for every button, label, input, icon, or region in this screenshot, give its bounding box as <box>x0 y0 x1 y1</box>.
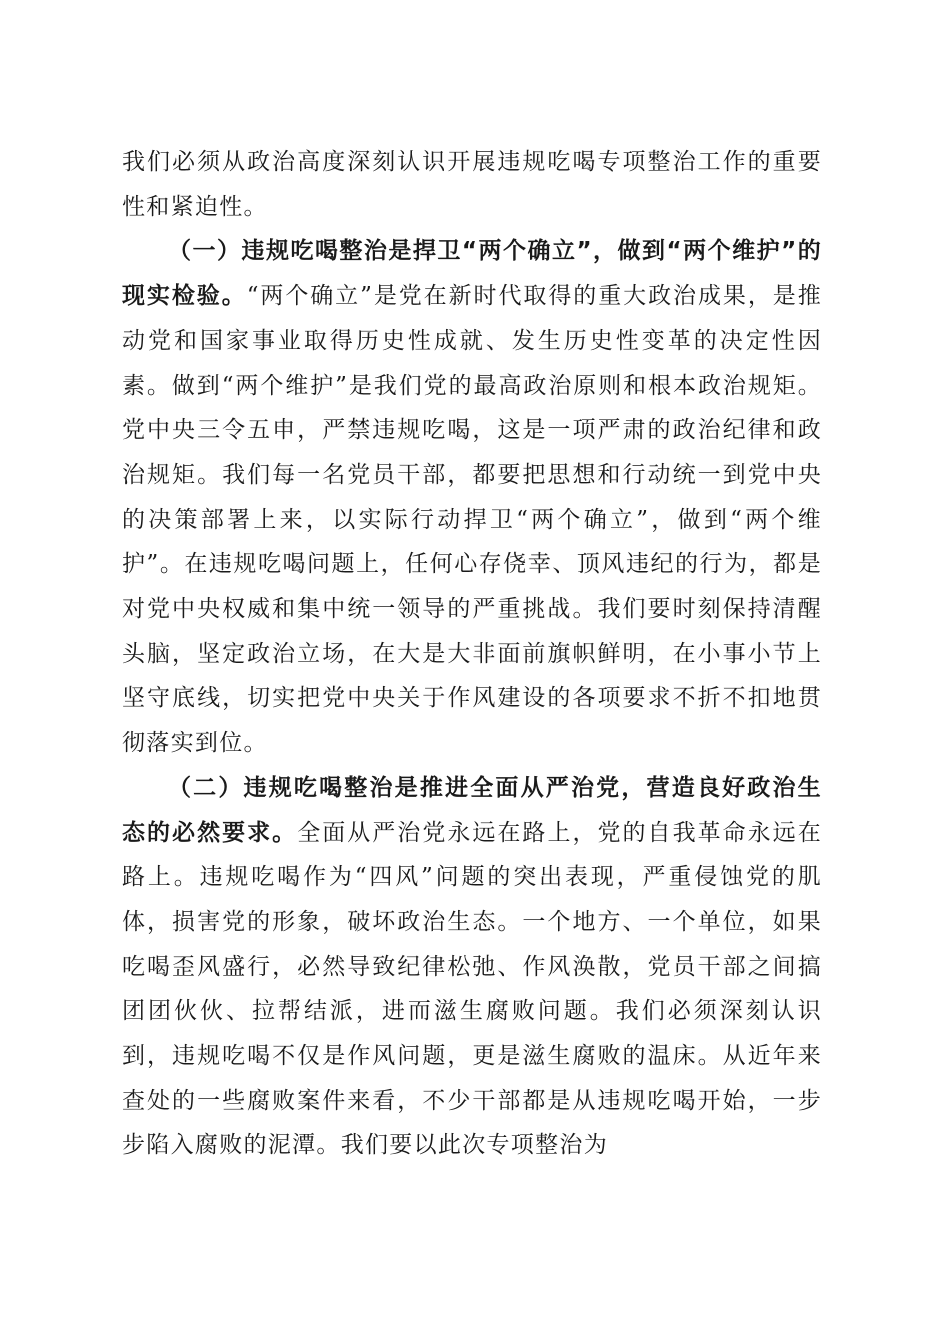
section-2-heading: （二）违规吃喝整治是推进全面从严治党，营造良好政治生态的必然要求。 <box>122 774 822 846</box>
section-1-paragraph <box>122 229 822 765</box>
section-2-body: 全面从严治党永远在路上，党的自我革命永远在路上。违规吃喝作为“四风”问题的突出表现，严重侵蚀党的肌体，损害党的形象，破坏政治生态。一个地方、一个单位，如果吃喝歪风盛行，必然导致纪律松弛、作风涣散，党员干部之间搞团团伙伙、拉帮结派，进而滋生腐败问题。我们必须深刻认识到，违规吃喝不仅是作风问题，更是滋生腐败的温床。从近年来查处的一些腐败案件来看，不少干部都是从违规吃喝开始，一步步陷入腐败的泥潭。我们要以此次专项整治为 <box>122 819 822 1159</box>
section-1-heading: （一）违规吃喝整治是捍卫“两个确立”，做到“两个维护”的现实检验。 <box>122 238 822 310</box>
section-1-body: “两个确立”是党在新时代取得的重大政治成果，是推动党和国家事业取得历史性成就、发生历史性变革的决定性因素。做到“两个维护”是我们党的最高政治原则和根本政治规矩。党中央三令五申，严禁违规吃喝，这是一项严肃的政治纪律和政治规矩。我们每一名党员干部，都要把思想和行动统一到党中央的决策部署上来，以实际行动捍卫“两个确立”，做到“两个维护”。在违规吃喝问题上，任何心存侥幸、顶风违纪的行为，都是对党中央权威和集中统一领导的严重挑战。我们要时刻保持清醒头脑，坚定政治立场，在大是大非面前旗帜鲜明，在小事小节上坚守底线，切实把党中央关于作风建设的各项要求不折不扣地贯彻落实到位。 <box>122 283 823 757</box>
document-body <box>122 140 822 1168</box>
continuation-paragraph: 我们必须从政治高度深刻认识开展违规吃喝专项整治工作的重要性和紧迫性。 <box>122 149 822 220</box>
section-2-paragraph <box>122 766 822 1168</box>
